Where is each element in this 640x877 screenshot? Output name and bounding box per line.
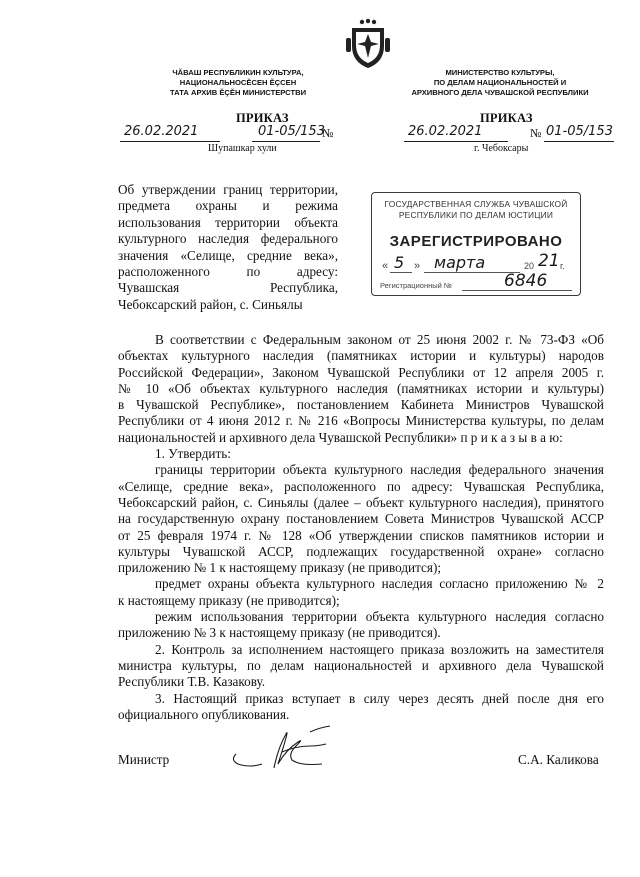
place-left: Шупашкар хули	[208, 143, 277, 154]
order-heading-left: ПРИКАЗ	[236, 111, 289, 125]
stamp-month: марта	[434, 253, 486, 272]
body-line: Республики от 4 июня 2012 г. № 216 «Вопросы Министерства культуры, по делам	[118, 413, 604, 429]
registration-stamp	[371, 192, 581, 296]
org-name-chuvash: ЧĂВАШ РЕСПУБЛИКИН КУЛЬТУРА, НАЦИОНАЛЬНОСĔСЕН ĔÇСЕН ТАТА АРХИВ ĔÇĔН МИНИСТЕРСТВИ	[169, 68, 307, 97]
stamp-registered: ЗАРЕГИСТРИРОВАНО	[389, 233, 563, 250]
signatory-name: С.А. Каликова	[518, 752, 599, 767]
number-line-left	[252, 141, 320, 142]
order-title: Об утверждении границ территории, предмета охраны и режима использования территории объекта культурного наследия федерального значения «Селище, средние века», расположенного по адресу: Чувашская Республика, Чебоксарский район, с. Синьялы	[118, 182, 338, 312]
org-name-russian: МИНИСТЕРСТВО КУЛЬТУРЫ, ПО ДЕЛАМ НАЦИОНАЛЬНОСТЕЙ И АРХИВНОГО ДЕЛА ЧУВАШСКОЙ РЕСПУБЛИКИ	[411, 68, 589, 97]
body-line: 3. Настоящий приказ вступает в силу через десять дней после дня его	[155, 690, 604, 706]
number-sign-right: №	[530, 126, 542, 140]
order-number-right: 01-05/153	[546, 124, 613, 139]
body-line: в Чувашской Республике», постановлением Кабинета Министров Чувашской	[118, 397, 604, 413]
body-line: 1. Утвердить:	[155, 446, 231, 462]
body-line: Российской Федерации», Законом Чувашской Республики от 12 апреля 2005 г.	[118, 364, 604, 380]
body-line: от 25 февраля 1974 г. № 128 «Об утверждении списков памятников истории и	[118, 527, 604, 543]
order-number-left: 01-05/153	[258, 124, 325, 139]
stamp-agency-line-1: ГОСУДАРСТВЕННАЯ СЛУЖБА ЧУВАШСКОЙ	[384, 199, 568, 209]
body-line: В соответствии с Федеральным законом от 25 июня 2002 г. № 73-ФЗ «Об	[155, 332, 604, 347]
order-date-left: 26.02.2021	[124, 124, 199, 139]
body-line: Республики Т.В. Казакову.	[118, 674, 266, 690]
handwritten-signature	[226, 724, 336, 774]
stamp-year-suffix: 21	[538, 251, 560, 271]
place-right: г. Чебоксары	[474, 143, 529, 154]
stamp-day-line	[390, 272, 412, 273]
body-line: национальностей и архивного дела Чувашской Республики» п р и к а з ы в а ю:	[118, 429, 563, 445]
body-line: предмет охраны объекта культурного наследия согласно приложению № 2	[155, 576, 604, 592]
body-line: министра культуры, по делам национальностей и архивного дела Чувашской	[118, 657, 604, 673]
order-body	[118, 332, 604, 723]
stamp-year-unit: г.	[560, 261, 565, 271]
body-line: № 10 «Об объектах культурного наследия (памятниках истории и культуры)	[118, 380, 604, 396]
body-line: «Селище, средние века», расположенного по адресу: Чувашская Республика,	[118, 478, 604, 494]
stamp-year-prefix: 20	[524, 261, 535, 271]
body-line: Чебоксарский район, с. Синьялы (далее – объект культурного наследия), принятого	[118, 494, 604, 510]
body-line: культуры Чувашской АССР, подлежащих государственной охране» согласно	[118, 543, 604, 559]
number-line-right	[544, 141, 614, 142]
stamp-reg-number: 6846	[504, 271, 548, 291]
body-line: приложению № 1 к настоящему приказу (не приводится);	[118, 560, 442, 576]
body-line: на государственную охрану постановлением Совета Министров Чувашской АССР	[118, 511, 604, 527]
stamp-quote-close: »	[414, 260, 421, 272]
stamp-day: 5	[394, 253, 405, 272]
body-line: приложению № 3 к настоящему приказу (не приводится).	[118, 625, 441, 641]
order-heading-right: ПРИКАЗ	[480, 111, 533, 125]
body-line: границы территории объекта культурного наследия федерального значения	[155, 462, 604, 478]
stamp-reg-label: Регистрационный №	[380, 281, 452, 290]
body-line: режим использования территории объекта культурного наследия согласно	[155, 609, 604, 625]
signatory-title: Министр	[118, 752, 170, 767]
stamp-agency-line-2: РЕСПУБЛИКИ ПО ДЕЛАМ ЮСТИЦИИ	[398, 210, 554, 220]
body-line: официального опубликования.	[118, 706, 290, 722]
stamp-quote-open: «	[382, 260, 389, 272]
body-line: к настоящему приказу (не приводится);	[118, 592, 340, 608]
body-line: объектах культурного наследия (памятниках истории и культуры) народов	[118, 348, 604, 364]
stamp-reg-line	[462, 290, 572, 291]
number-sign-left: №	[322, 126, 334, 140]
coat-of-arms-icon	[344, 18, 392, 70]
body-line: 2. Контроль за исполнением настоящего приказа возложить на заместителя	[155, 641, 604, 657]
date-line-left	[120, 141, 220, 142]
date-line-right	[404, 141, 508, 142]
order-date-right: 26.02.2021	[408, 124, 483, 139]
